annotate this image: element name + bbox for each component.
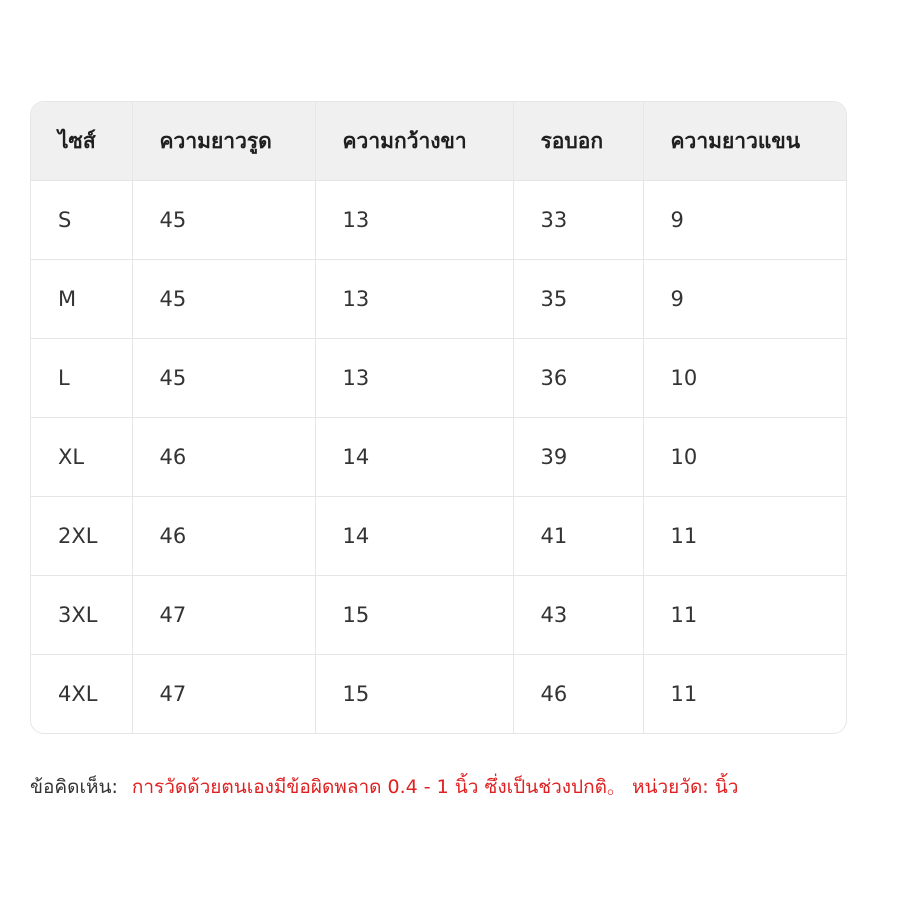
cell-sleeve-length: 11 <box>643 576 846 655</box>
table-row <box>31 497 846 576</box>
cell-size: 3XL <box>31 576 132 655</box>
cell-sleeve-length: 9 <box>643 181 846 260</box>
cell-size: XL <box>31 418 132 497</box>
cell-size: S <box>31 181 132 260</box>
cell-drawstring-length: 47 <box>132 576 315 655</box>
size-table-container <box>30 101 847 734</box>
cell-size: M <box>31 260 132 339</box>
cell-drawstring-length: 47 <box>132 655 315 734</box>
table-row <box>31 260 846 339</box>
cell-chest: 39 <box>513 418 643 497</box>
cell-chest: 33 <box>513 181 643 260</box>
cell-leg-width: 13 <box>315 260 513 339</box>
table-row <box>31 418 846 497</box>
cell-leg-width: 14 <box>315 418 513 497</box>
cell-sleeve-length: 9 <box>643 260 846 339</box>
cell-leg-width: 14 <box>315 497 513 576</box>
measurement-note <box>30 772 738 802</box>
table-row <box>31 576 846 655</box>
cell-size: 2XL <box>31 497 132 576</box>
header-row <box>31 102 846 181</box>
cell-chest: 36 <box>513 339 643 418</box>
cell-leg-width: 15 <box>315 576 513 655</box>
header-sleeve-length: ความยาวแขน <box>643 102 846 181</box>
cell-sleeve-length: 10 <box>643 339 846 418</box>
note-label: ข้อคิดเห็น: <box>30 776 118 798</box>
cell-drawstring-length: 46 <box>132 497 315 576</box>
cell-leg-width: 13 <box>315 339 513 418</box>
cell-sleeve-length: 11 <box>670 682 698 706</box>
cell-drawstring-length: 45 <box>132 260 315 339</box>
table-row <box>31 181 846 260</box>
size-table-body <box>31 181 846 734</box>
cell-drawstring-length: 45 <box>132 339 315 418</box>
cell-size: 4XL <box>31 655 132 734</box>
size-table <box>31 102 846 733</box>
cell-leg-width: 13 <box>315 181 513 260</box>
cell-chest: 35 <box>513 260 643 339</box>
table-row <box>31 339 846 418</box>
size-table-header <box>31 102 846 181</box>
cell-size: L <box>31 339 132 418</box>
table-row <box>31 655 846 734</box>
cell-sleeve-length: 11 <box>643 497 846 576</box>
cell-chest: 41 <box>513 497 643 576</box>
cell-sleeve-length: 10 <box>643 418 846 497</box>
cell-drawstring-length: 45 <box>132 181 315 260</box>
cell-chest: 46 <box>513 655 643 734</box>
note-body: การวัดด้วยตนเองมีข้อผิดพลาด 0.4 - 1 นิ้ว ซึ่งเป็นช่วงปกติ。 หน่วยวัด: นิ้ว <box>131 776 739 798</box>
header-chest: รอบอก <box>513 102 643 181</box>
header-drawstring-length: ความยาวรูด <box>132 102 315 181</box>
cell-chest: 43 <box>513 576 643 655</box>
header-leg-width: ความกว้างขา <box>315 102 513 181</box>
header-size: ไซส์ <box>31 102 132 181</box>
cell-drawstring-length: 46 <box>132 418 315 497</box>
cell-leg-width: 15 <box>315 655 513 734</box>
